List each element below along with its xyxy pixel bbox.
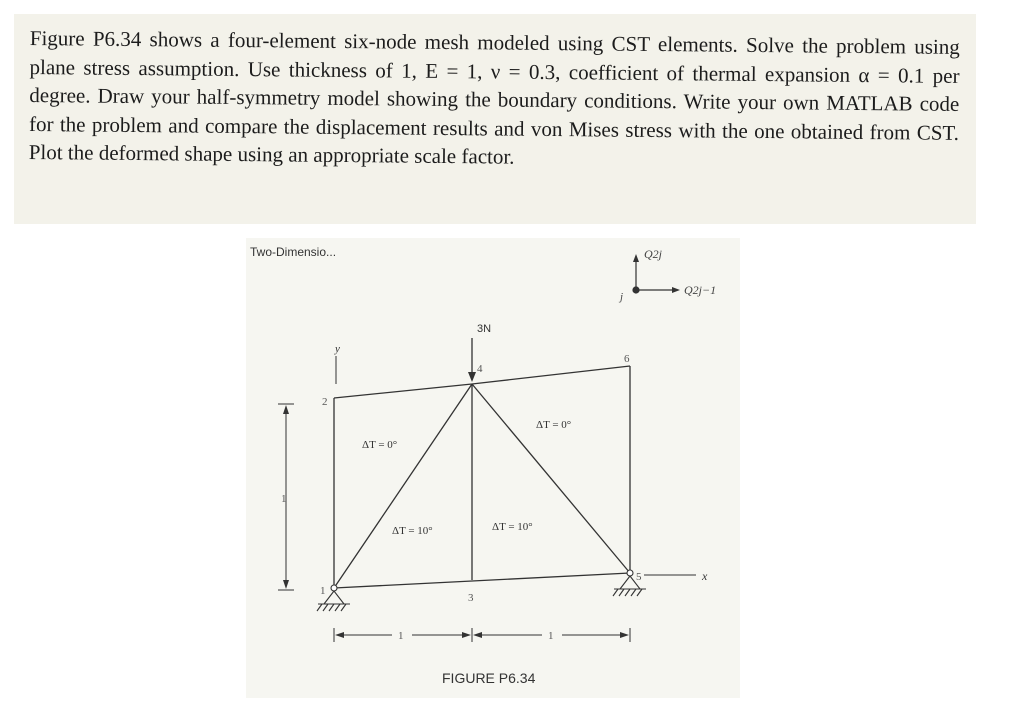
edge-4-5 <box>472 384 630 573</box>
node-2: 2 <box>322 396 328 408</box>
figure-header: Two-Dimensio... <box>250 245 337 259</box>
height-dimension-label: 1 <box>281 493 287 505</box>
legend-vertical-arrowhead <box>633 254 639 262</box>
legend-horizontal-arrowhead <box>672 287 680 293</box>
load-arrow <box>468 338 476 382</box>
edge-1-4 <box>334 384 472 588</box>
element-upper-right-label: ΔT = 0° <box>536 419 572 431</box>
mesh-lines <box>334 366 630 588</box>
load-label: 3N <box>477 323 492 335</box>
legend-q-horizontal: Q2j−1 <box>684 283 717 297</box>
legend-j: j <box>620 291 624 303</box>
problem-statement <box>14 14 976 224</box>
element-lower-right-label: ΔT = 10° <box>492 521 533 533</box>
edge-4-6 <box>472 366 630 384</box>
legend-node-dot <box>633 287 639 293</box>
width-dimensions <box>334 628 630 642</box>
width-right-label: 1 <box>548 630 554 642</box>
y-axis-label: y <box>335 343 340 355</box>
node-3: 3 <box>468 592 474 604</box>
element-lower-left-label: ΔT = 10° <box>392 525 433 537</box>
edge-2-4 <box>334 384 472 398</box>
legend-q-vertical: Q2j <box>644 247 662 261</box>
figure-p6-34 <box>246 238 740 698</box>
node-6: 6 <box>624 353 630 365</box>
problem-text: Figure P6.34 shows a four-element six-node mesh modeled using CST elements. Solve the problem using plane stress assumption. Use thickness of 1, E = 1, ν = 0.3, coefficient of thermal expansion α = 0.1 per degree. Draw your half-symmetry model showing the boundary conditions. Write your own MATLAB code for the problem and compare the displacement results and von Mises stress with the one obtained from CST. Plot the deformed shape using an appropriate scale factor. <box>28 25 960 169</box>
edge-1-5 <box>334 573 630 588</box>
node-1: 1 <box>320 585 326 597</box>
x-axis-label: x <box>702 569 708 583</box>
width-left-label: 1 <box>398 630 404 642</box>
node-5: 5 <box>636 571 642 583</box>
node-4: 4 <box>477 363 483 375</box>
element-upper-left-label: ΔT = 0° <box>362 439 398 451</box>
mesh-diagram <box>246 238 740 698</box>
figure-caption: FIGURE P6.34 <box>442 670 536 686</box>
